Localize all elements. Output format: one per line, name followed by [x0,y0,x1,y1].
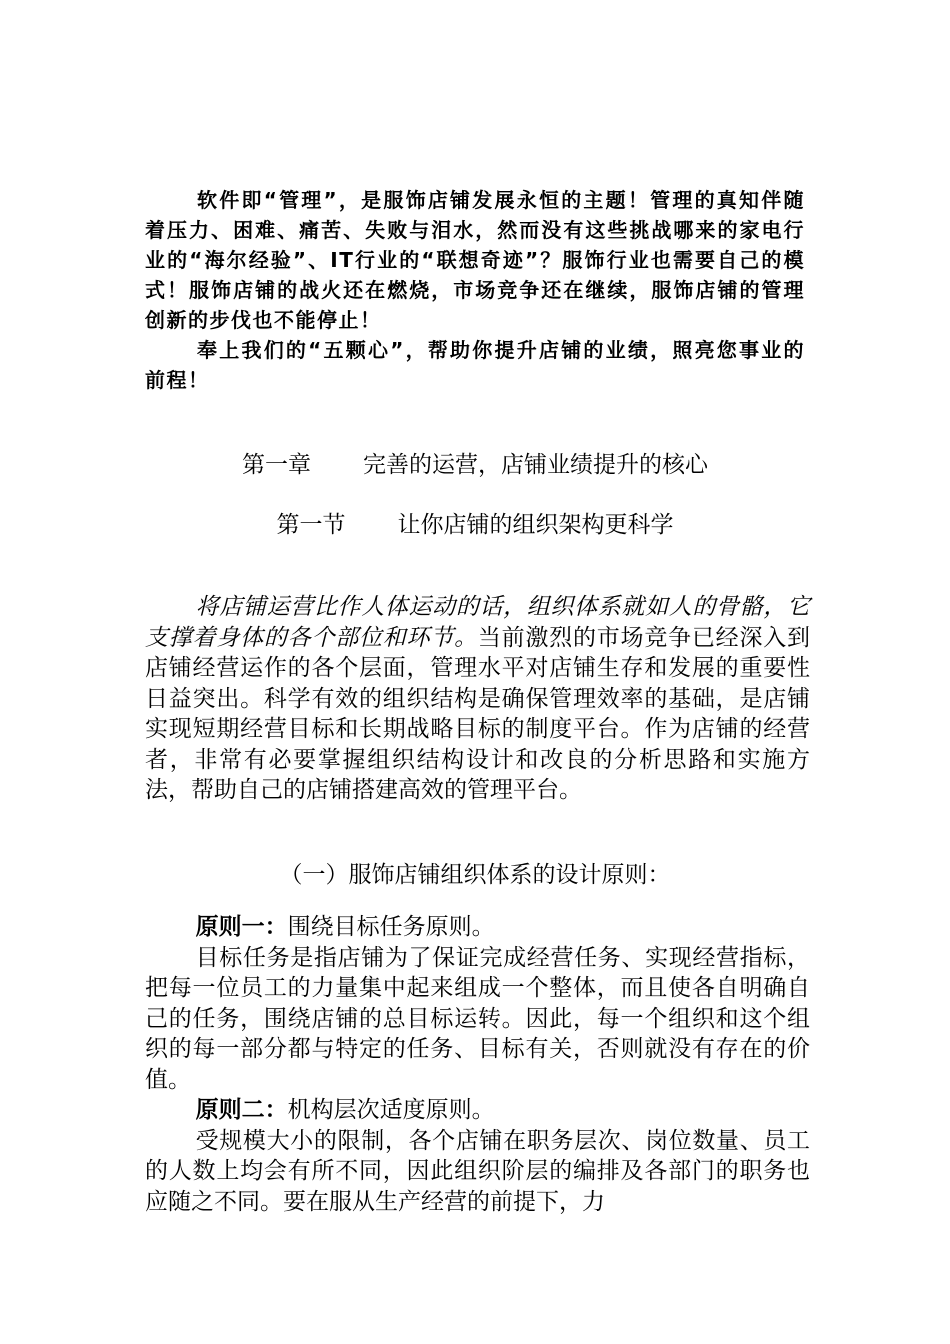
chapter-number: 第一章 [242,452,311,478]
principle-name: 围绕目标任务原则。 [287,914,495,940]
chapter-title: 完善的运营，店铺业绩提升的核心 [363,452,708,478]
body-paragraph-block [145,592,810,806]
lead-italic-text: 将店铺运营比作人体运动的话，组织体系就如人的骨骼，它支撑着身体的各个部位和环节。 [145,594,810,651]
intro-block [145,185,805,395]
principle-name: 机构层次适度原则。 [287,1097,495,1123]
principle-label: 原则二： [195,1096,288,1123]
section-title: 让你店铺的组织架构更科学 [397,512,674,538]
intro-paragraph: 奉上我们的“五颗心”，帮助你提升店铺的业绩，照亮您事业的前程！ [145,338,805,392]
body-paragraph [145,592,810,806]
chapter-heading [0,446,950,479]
lead-body-text: 当前激烈的市场竞争已经深入到店铺经营运作的各个层面，管理水平对店铺生存和发展的重要性日益突出。科学有效的组织结构是确保管理效率的基础，是店铺实现短期经营目标和长期战略目标的制度平台。作为店铺的经营者，非常有必要掌握组织结构设计和改良的分析思路和实施方法，帮助自己的店铺搭建高效的管理平台。 [145,624,811,803]
principle-label: 原则一： [195,913,288,940]
principle-heading [145,1095,810,1126]
principle-heading [145,912,810,943]
subsection-heading: （一）服饰店铺组织体系的设计原则： [279,862,671,888]
principle-text: 目标任务是指店铺为了保证完成经营任务、实现经营指标，把每一位员工的力量集中起来组成一个整体，而且使各自明确自己的任务，围绕店铺的总目标运转。因此，每一个组织和这个组织的每一部分都与特定的任务、目标有关，否则就没有存在的价值。 [145,944,810,1093]
principles-block [145,912,810,1217]
section-number: 第一节 [276,512,346,538]
section-heading [0,506,950,539]
principle-text: 受规模大小的限制，各个店铺在职务层次、岗位数量、员工的人数上均会有所不同，因此组织阶层的编排及各部门的职务也应随之不同。要在服从生产经营的前提下，力 [145,1127,810,1215]
intro-paragraph: 软件即“管理”，是服饰店铺发展永恒的主题！管理的真知伴随着压力、困难、痛苦、失败与泪水，然而没有这些挑战哪来的家电行业的“海尔经验”、IT行业的“联想奇迹”？服饰行业也需要自己的模式！服饰店铺的战火还在燃烧，市场竞争还在继续，服饰店铺的管理创新的步伐也不能停止！ [145,188,805,332]
